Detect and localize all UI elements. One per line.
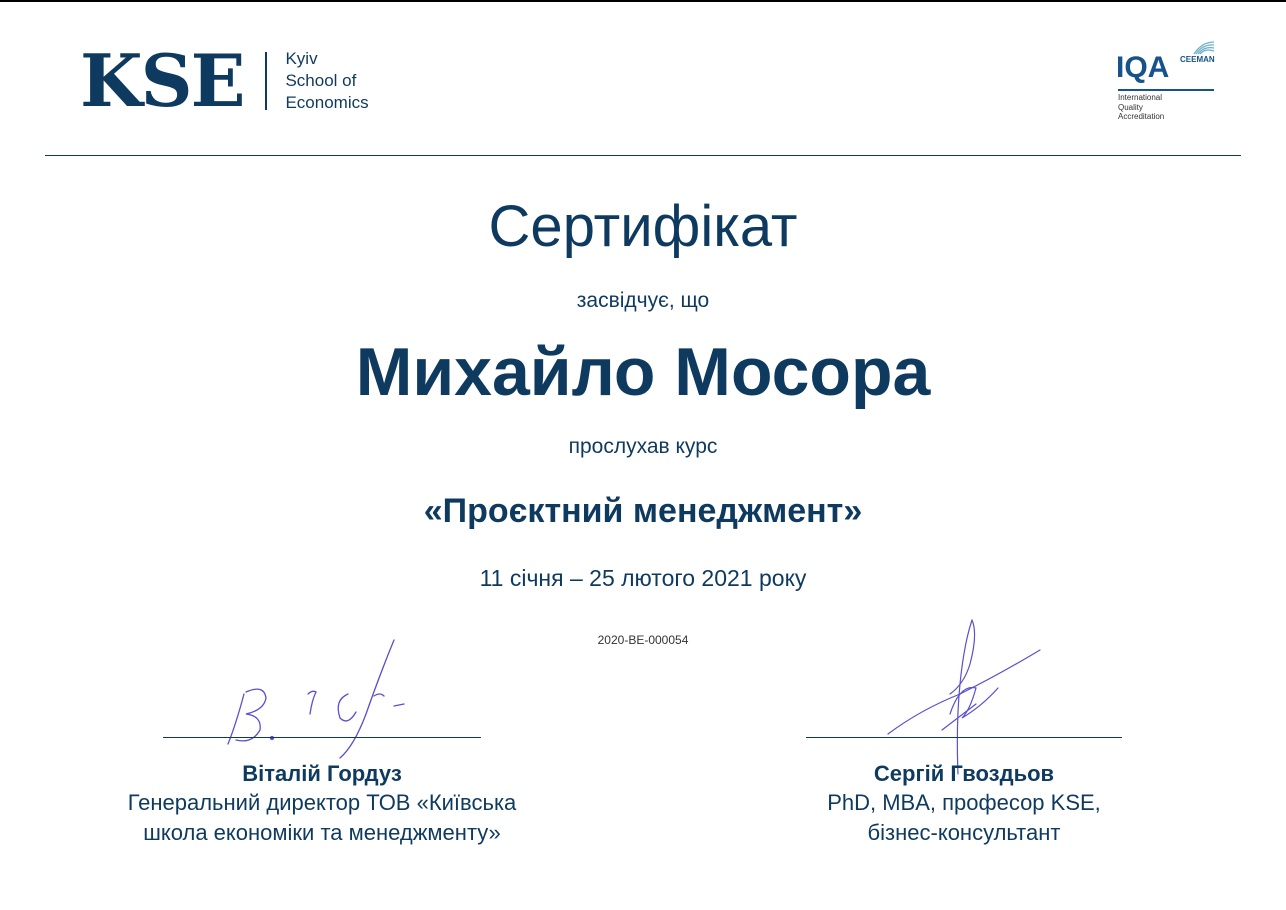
- iqa-logo-ceeman: CEEMAN: [1180, 55, 1215, 64]
- course-name: «Проєктний менеджмент»: [423, 492, 863, 530]
- iqa-logo-word: Quality: [1118, 102, 1143, 112]
- certifies-text: засвідчує, що: [576, 289, 710, 312]
- signatory-left-name: Віталій Гордуз: [242, 761, 402, 786]
- signature-right: [880, 614, 1050, 784]
- iqa-logo-mark: IQA: [1116, 51, 1170, 84]
- kse-logo-mark: KSE: [80, 38, 244, 123]
- kse-logo-word: Kyiv: [285, 49, 318, 68]
- signature-left: [216, 634, 416, 760]
- course-dates: 11 січня – 25 лютого 2021 року: [479, 565, 807, 591]
- signature-line-right: [806, 737, 1122, 738]
- signatory-left: [72, 760, 572, 848]
- signatory-right: [714, 760, 1214, 848]
- kse-logo-divider: [265, 52, 267, 110]
- kse-logo: [80, 38, 369, 123]
- kse-logo-text: [285, 48, 368, 114]
- recipient-name: Михайло Мосора: [355, 334, 931, 410]
- iqa-logo-word: International: [1118, 93, 1163, 102]
- top-border: [0, 0, 1286, 2]
- ceeman-swoosh-icon: [1192, 40, 1216, 56]
- completed-text: прослухав курс: [568, 435, 718, 458]
- signatory-right-name: Сергій Гвоздьов: [873, 761, 1055, 786]
- certificate-title: Сертифікат: [488, 194, 798, 259]
- certificate-id: 2020-BE-000054: [597, 633, 689, 647]
- signatory-right-title-line2: бізнес-консультант: [867, 820, 1061, 845]
- signatory-left-title-line1: Генеральний директор ТОВ «Київська: [127, 790, 517, 815]
- signatory-right-title-line1: PhD, MBA, професор KSE,: [827, 790, 1101, 815]
- kse-logo-word: School of: [285, 71, 357, 90]
- header-divider: [45, 155, 1241, 156]
- iqa-logo: [1116, 40, 1216, 126]
- signature-line-left: [163, 737, 481, 738]
- kse-logo-word: Economics: [285, 93, 369, 112]
- iqa-logo-text: [1118, 93, 1164, 122]
- iqa-logo-word: Accreditation: [1118, 112, 1165, 121]
- signatory-left-title-line2: школа економіки та менеджменту»: [143, 820, 501, 845]
- iqa-logo-rule: [1118, 89, 1214, 91]
